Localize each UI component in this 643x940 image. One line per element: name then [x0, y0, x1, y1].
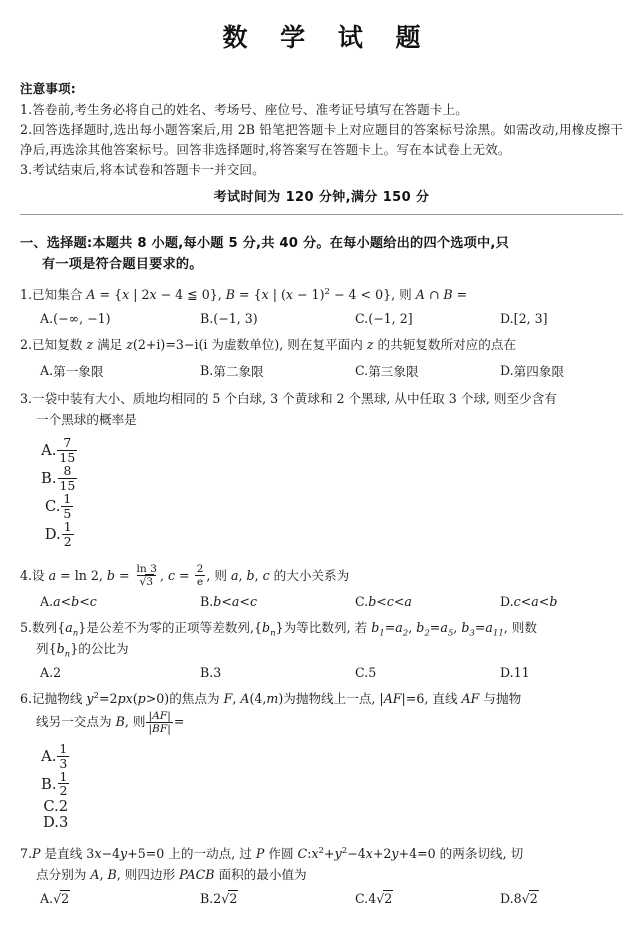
question-4 — [20, 563, 623, 610]
option-d-text: 11 — [513, 664, 530, 680]
option-c-label: C. — [43, 797, 59, 815]
option-a-label: A. — [40, 664, 54, 680]
option-a-label: A. — [41, 442, 57, 460]
section-heading — [20, 233, 623, 276]
question-2-options — [20, 361, 623, 380]
exam-meta: 考试时间为 120 分钟,满分 150 分 — [213, 189, 430, 205]
option-c-text: 第三象限 — [368, 364, 419, 380]
divider — [20, 214, 623, 215]
question-6-options — [21, 743, 70, 831]
option-c-label: C. — [44, 497, 61, 515]
option-b[interactable] — [41, 465, 78, 493]
option-c-text: (−1, 2] — [368, 310, 413, 326]
option-b[interactable] — [200, 361, 355, 380]
option-a[interactable] — [40, 361, 200, 380]
option-d[interactable] — [500, 361, 623, 380]
option-a-text: √2 — [53, 891, 70, 907]
question-5 — [20, 618, 623, 680]
exam-page — [0, 22, 643, 940]
question-3-options — [21, 437, 78, 549]
question-4-stem: 4.设 a = ln 2, b = $\frac{\ln 3}{√3}$ , c = $\frac{2}{e}$ , 则 a, b, c 的大小关系为 — [20, 562, 350, 588]
option-c[interactable] — [43, 799, 68, 815]
option-b-label: B. — [200, 891, 214, 907]
option-d-label: D. — [44, 525, 61, 543]
option-b-text: 第二象限 — [213, 364, 264, 380]
option-b-label: B. — [200, 664, 214, 680]
question-7-stem: 7.P 是直线 3x−4y+5=0 上的一动点, 过 P 作圆 $C:x^2+y^2-4x+2y+4=0$ 的两条切线, 切 点分别为 A, B, 则四边形 PACB 面积的最小值为 — [20, 844, 623, 885]
question-2-stem: 2.已知复数 z 满足 z(2+i)=3−i(i 为虚数单位), 则在复平面内 z 的共轭复数所对应的点在 — [20, 336, 517, 352]
question-5-stem-line2: 列$\{b_n\}$的公比为 — [36, 640, 129, 660]
question-5-stem: 5.数列$\{a_n\}$是公差不为零的正项等差数列$,\{b_n\}$为等比数列, 若 $b_1=a_2$, $b_2=a_5$, $b_3=a_{11}$, 则数 列$\{b_n\}$的公比为 — [20, 618, 623, 659]
option-a[interactable] — [40, 311, 200, 326]
question-5-options — [20, 665, 623, 680]
option-c-label: C. — [355, 891, 369, 907]
option-c-label: C. — [355, 594, 369, 610]
option-d-label: D. — [500, 664, 514, 680]
option-c-text: 2 — [58, 797, 69, 815]
question-1-number: 1. — [20, 286, 33, 302]
option-b-text: 3 — [213, 664, 222, 680]
option-c[interactable] — [355, 311, 500, 326]
option-d-label: D. — [500, 310, 514, 326]
question-6-stem-line2: 线另一交点为 B, 则 $\frac{|AF|}{|BF|}$ = — [36, 709, 185, 735]
af-bf-fraction: $\frac{|AF|}{|BF|}$ — [148, 709, 171, 735]
question-6-number: 6. — [20, 690, 33, 706]
option-c-label: C. — [355, 363, 369, 379]
option-b-label: B. — [41, 470, 57, 488]
question-7-stem-line2: 点分别为 A, B, 则四边形 PACB 面积的最小值为 — [36, 866, 307, 882]
option-d[interactable] — [45, 521, 75, 549]
option-c[interactable] — [355, 891, 500, 906]
question-2-number: 2. — [20, 336, 33, 352]
question-7 — [20, 844, 623, 906]
option-b[interactable] — [200, 594, 355, 609]
option-b[interactable] — [41, 768, 70, 799]
option-c-label: C. — [355, 310, 369, 326]
option-b[interactable] — [200, 891, 355, 906]
option-d-text: c<a<b — [513, 594, 558, 610]
b-fraction: $\frac{\ln 3}{√3}$ — [136, 562, 157, 588]
option-d[interactable] — [500, 891, 623, 906]
option-a-text: a<b<c — [53, 594, 97, 610]
option-a-text: 2 — [53, 664, 62, 680]
option-a-label: A. — [40, 594, 54, 610]
option-b-text: 2√2 — [213, 891, 238, 907]
question-4-number: 4. — [20, 567, 33, 583]
option-d-label: D. — [500, 594, 514, 610]
option-d-text: 8√2 — [513, 891, 538, 907]
option-d-text: 3 — [59, 813, 69, 831]
option-a[interactable] — [40, 594, 200, 609]
option-b-fraction: $\frac{8}{15}$ — [59, 463, 76, 493]
option-b[interactable] — [200, 311, 355, 326]
question-3-stem-line2: 一个黑球的概率是 — [36, 411, 137, 427]
option-d-text: 第四象限 — [513, 364, 565, 380]
option-b-text: (−1, 3) — [213, 310, 258, 326]
question-7-number: 7. — [20, 846, 33, 862]
option-a-fraction: $\frac{1}{3}$ — [59, 741, 68, 771]
page-title: 数 学 试 题 — [222, 23, 433, 52]
question-3-number: 3. — [20, 391, 33, 407]
notice-item-2: 2.回答选择题时,选出每小题答案后,用 2B 铅笔把答题卡上对应题目的答案标号涂黑。如需改动,用橡皮擦干净后,再选涂其他答案标号。回答非选择题时,将答案写在答题卡上。写在本试卷上无效。 — [20, 122, 623, 158]
option-c-label: C. — [355, 664, 369, 680]
option-d-fraction: $\frac{1}{2}$ — [63, 519, 72, 549]
option-d[interactable] — [500, 311, 623, 326]
option-b-fraction: $\frac{1}{2}$ — [59, 768, 68, 799]
question-6-stem: 6.记抛物线 $y^2=2px(p>0)$的焦点为 F, A(4,m)为抛物线上一点, |AF|=6, 直线 AF 与抛物 线另一交点为 B, 则 $\frac{|AF|}{|BF|}$ = — [20, 689, 623, 736]
option-c-text: 4√2 — [368, 891, 393, 907]
notice-heading: 注意事项: — [20, 81, 76, 97]
option-a-text: (−∞, −1) — [53, 310, 111, 326]
option-d-label: D. — [500, 891, 514, 907]
option-d[interactable] — [500, 665, 623, 680]
option-d-label: D. — [43, 813, 59, 831]
option-a[interactable] — [41, 437, 78, 465]
option-c[interactable] — [45, 493, 74, 521]
question-1-stem: 1.已知集合 A = {x | 2x − 4 ≦ 0}, B = {x | $(x - 1)^2 - 4 < 0$}, 则 A ∩ B = — [20, 286, 468, 302]
question-3-stem: 3.一袋中装有大小、质地均相同的 5 个白球, 3 个黄球和 2 个黑球, 从中任取 3 个球, 则至少含有 一个黑球的概率是 — [20, 389, 623, 430]
option-a-label: A. — [40, 310, 54, 326]
option-c[interactable] — [355, 594, 500, 609]
option-a-label: A. — [41, 747, 57, 765]
option-a[interactable] — [40, 665, 200, 680]
option-b-label: B. — [200, 363, 214, 379]
option-d-text: [2, 3] — [513, 310, 548, 326]
question-7-options — [20, 891, 623, 906]
question-4-options — [20, 594, 623, 609]
option-a[interactable] — [41, 743, 70, 771]
option-d[interactable] — [43, 815, 68, 831]
section-heading-line2: 有一项是符合题目要求的。 — [42, 257, 203, 273]
question-1 — [20, 285, 623, 326]
option-c[interactable] — [355, 665, 500, 680]
notice-item-1: 1.答卷前,考生务必将自己的姓名、考场号、座位号、准考证号填写在答题卡上。 — [20, 102, 468, 118]
question-6 — [20, 689, 623, 835]
option-b-text: b<a<c — [213, 594, 257, 610]
option-b-label: B. — [200, 310, 214, 326]
option-b-label: B. — [200, 594, 214, 610]
question-5-number: 5. — [20, 620, 33, 636]
option-b-label: B. — [41, 775, 57, 793]
option-a-text: 第一象限 — [53, 364, 104, 380]
option-c-fraction: $\frac{1}{5}$ — [63, 491, 72, 521]
question-3 — [20, 389, 623, 553]
notice-item-3: 3.考试结束后,将本试卷和答题卡一并交回。 — [20, 161, 265, 177]
option-a-label: A. — [40, 891, 54, 907]
question-2 — [20, 335, 623, 380]
option-b[interactable] — [200, 665, 355, 680]
option-a[interactable] — [40, 891, 200, 906]
option-a-label: A. — [40, 363, 54, 379]
section-heading-line1: 一、选择题:本题共 8 小题,每小题 5 分,共 40 分。在每小题给出的四个选项中,只 — [20, 235, 509, 251]
option-c[interactable] — [355, 361, 500, 380]
option-d-label: D. — [500, 363, 514, 379]
question-1-options — [20, 311, 623, 326]
option-a-fraction: $\frac{7}{15}$ — [59, 435, 76, 465]
option-c-text: b<c<a — [368, 594, 412, 610]
option-c-text: 5 — [368, 664, 377, 680]
c-fraction: $\frac{2}{e}$ — [196, 562, 204, 588]
option-d[interactable] — [500, 594, 623, 609]
notice-block — [20, 79, 623, 215]
